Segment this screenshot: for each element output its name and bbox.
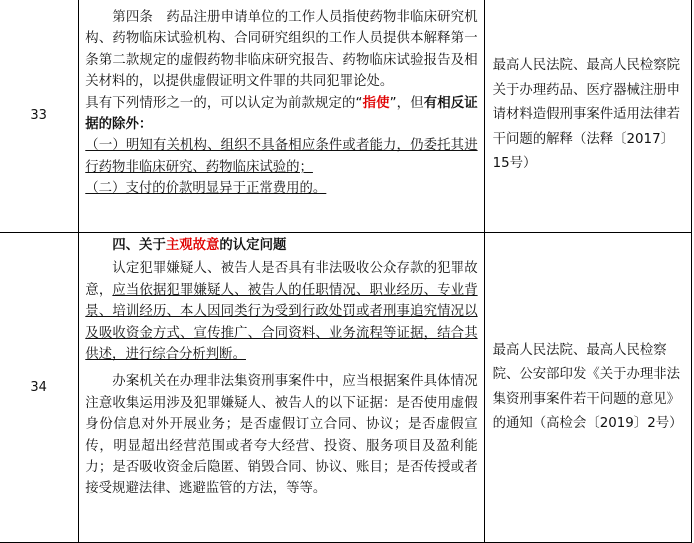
highlighted-term: 指使 [362, 95, 390, 111]
table-row [0, 233, 692, 543]
source-cell: 最高人民法院、最高人民检察院、公安部印发《关于办理非法集资刑事案件若干问题的意见》的通知（高检会〔2019〕2号） [484, 233, 691, 543]
highlighted-term: 主观故意 [165, 238, 220, 253]
source-cell: 最高人民法院、最高人民检察院关于办理药品、医疗器械注册申请材料造假刑事案件适用法律若干问题的解释（法释〔2017〕15号） [484, 0, 691, 233]
provision-paragraph: 第四条 药品注册申请单位的工作人员指使药物非临床研究机构、药物临床试验机构、合同研究组织的工作人员提供本解释第一条第二款规定的虚假药物非临床研究报告、药物临床试验报告及相关材料的，以提供虚假证明文件罪的共同犯罪论处。 [85, 10, 478, 90]
provision-paragraph [85, 93, 477, 136]
provision-paragraph [85, 258, 477, 365]
text-segment: 四、关于 [112, 238, 166, 253]
row-number: 33 [0, 0, 79, 233]
text-segment: 认定犯罪嫌疑人、被告人是否具有非法吸收公众存款的犯罪故意， [85, 261, 478, 298]
table-row [0, 0, 692, 233]
provision-cell [79, 233, 484, 543]
underlined-text: 应当依据犯罪嫌疑人、被告人的任职情况、职业经历、专业背景、培训经历、本人因同类行为受到行政处罚或者刑事追究情况以及吸收资金方式、宣传推广、合同资料、业务流程等证据，结合其供述，进行综合分析判断。 [85, 282, 478, 363]
list-item: （二）支付的价款明显异于正常费用的。 [85, 181, 327, 197]
row-number: 34 [0, 233, 79, 543]
list-item: （一）明知有关机构、组织不具备相应条件或者能力，仍委托其进行药物非临床研究、药物临床试验的； [85, 138, 478, 175]
close-quote: ” [389, 95, 397, 111]
bold-clause: 有相反证据的除外： [85, 95, 478, 133]
text-segment: 的认定问题 [219, 238, 287, 253]
text-segment: ，但 [396, 95, 424, 111]
section-heading [85, 235, 477, 256]
provision-cell [79, 0, 484, 233]
text-segment: 具有下列情形之一的，可以认定为前款规定的 [85, 95, 356, 111]
open-quote: “ [355, 95, 363, 111]
provision-paragraph: 办案机关在办理非法集资刑事案件中，应当根据案件具体情况注意收集运用涉及犯罪嫌疑人、被告人的以下证据：是否使用虚假身份信息对外开展业务；是否虚假订立合同、协议；是否虚假宣传，明显超出经营范围或者夸大经营、投资、服务项目及盈利能力；是否吸收资金后隐匿、销毁合同、协议、账目；是否传授或者接受规避法律、逃避监管的方法，等等。 [85, 374, 478, 497]
